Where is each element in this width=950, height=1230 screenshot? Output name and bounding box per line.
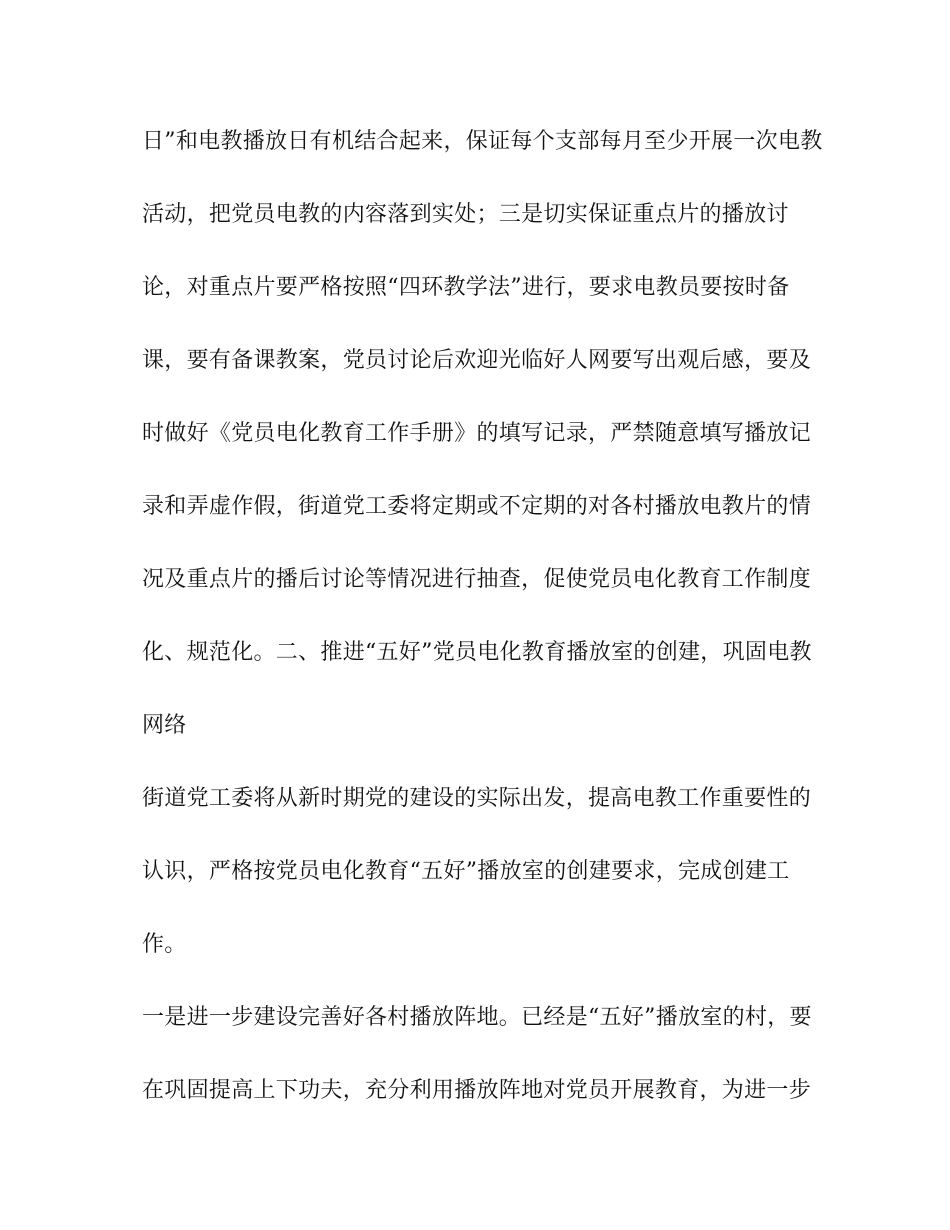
section-heading-line: 网络	[142, 713, 187, 738]
body-text-line: 况及重点片的播后讨论等情况进行抽查，促使党员电化教育工作制度	[142, 567, 812, 592]
body-text-line: 课，要有备课教案，党员讨论后欢迎光临好人网要写出观后感，要及	[142, 348, 812, 373]
section-heading-line: 化、规范化。二、推进“五好”党员电化教育播放室的创建，巩固电教	[142, 640, 812, 665]
body-text-line: 作。	[142, 932, 187, 957]
body-text-line: 活动，把党员电教的内容落到实处；三是切实保证重点片的播放讨	[142, 202, 789, 227]
body-text-line: 一是进一步建设完善好各村播放阵地。已经是“五好”播放室的村，要	[142, 1005, 812, 1030]
body-text-line: 街道党工委将从新时期党的建设的实际出发，提高电教工作重要性的	[142, 786, 812, 811]
body-text-line: 认识，严格按党员电化教育“五好”播放室的创建要求，完成创建工	[142, 859, 790, 884]
body-text-line: 录和弄虚作假，街道党工委将定期或不定期的对各村播放电教片的情	[142, 494, 812, 519]
body-text-line: 在巩固提高上下功夫，充分利用播放阵地对党员开展教育，为进一步	[142, 1078, 812, 1103]
body-text-line: 论，对重点片要严格按照“四环教学法”进行，要求电教员要按时备	[142, 275, 790, 300]
body-text-line: 时做好《党员电化教育工作手册》的填写记录，严禁随意填写播放记	[142, 421, 812, 446]
body-text-line: 日”和电教播放日有机结合起来，保证每个支部每月至少开展一次电教	[142, 129, 823, 154]
